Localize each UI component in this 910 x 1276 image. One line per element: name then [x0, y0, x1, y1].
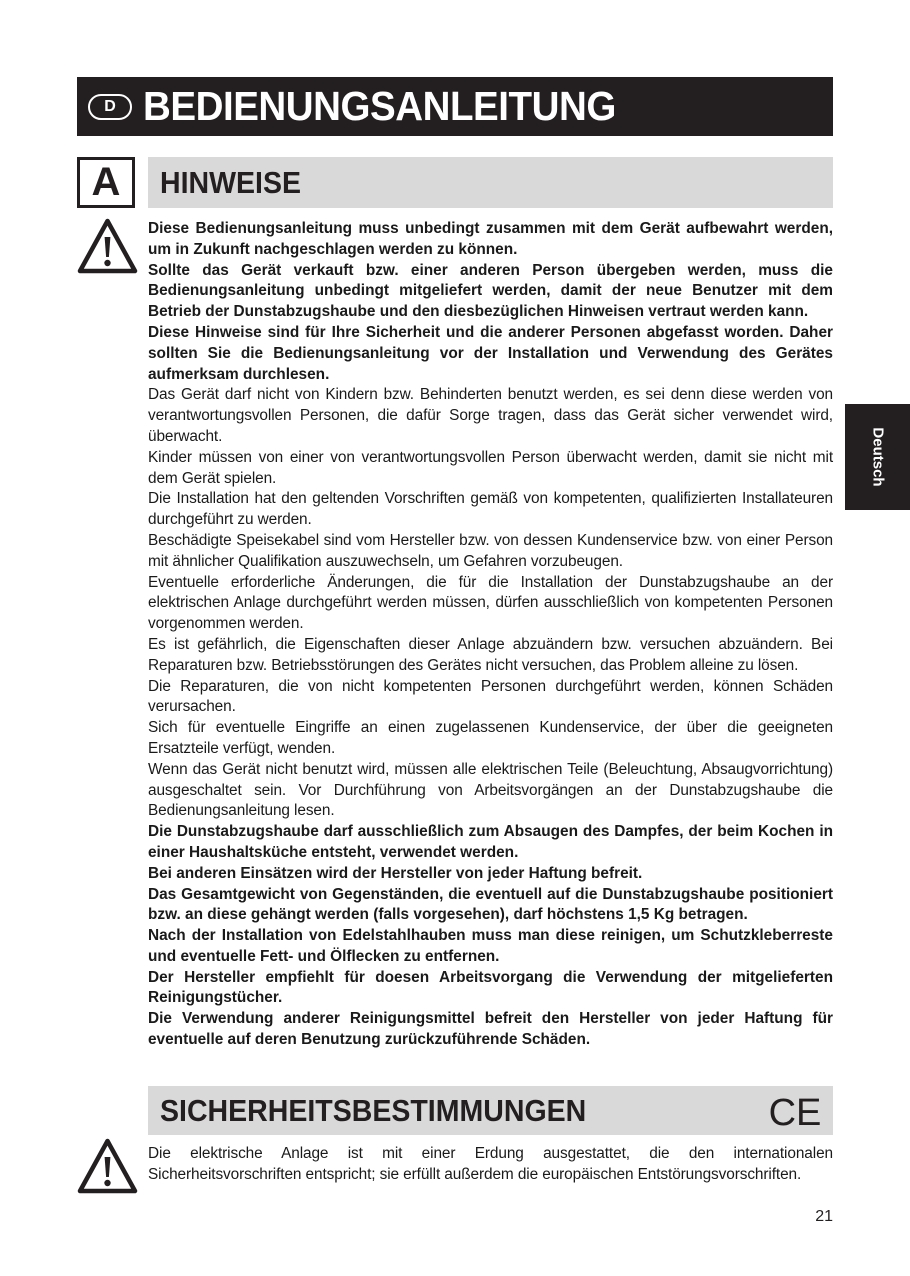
- hinweise-paragraph: Beschädigte Speisekabel sind vom Hersteller bzw. von dessen Kundenservice bzw. von einer Person mit ähnlicher Qualifikation auszuwechseln, um Gefahren vorzubeugen.: [148, 531, 833, 570]
- language-badge: D: [88, 94, 132, 120]
- hinweise-paragraph: Die Dunstabzugshaube darf ausschließlich zum Absaugen des Dampfes, der beim Kochen in einer Haushaltsküche entsteht, verwendet werden.: [148, 823, 833, 861]
- hinweise-paragraph: Die Verwendung anderer Reinigungsmittel befreit den Hersteller von jeder Haftung für eventuelle auf deren Benutzung zurückzuführende Schäden.: [148, 1010, 833, 1049]
- hinweise-heading: HINWEISE: [160, 164, 302, 200]
- sicherheit-heading: SICHERHEITSBESTIMMUNGEN: [160, 1092, 587, 1128]
- hinweise-paragraph: Es ist gefährlich, die Eigenschaften dieser Anlage abzuändern bzw. versuchen abzuändern. Bei Reparaturen bzw. Betriebsstörungen des Gerätes nicht versuchen, das Problem alleine zu lösen.: [148, 635, 833, 674]
- warning-icon: [77, 1138, 138, 1194]
- side-tab-label: Deutsch: [869, 427, 886, 487]
- page-title: BEDIENUNGSANLEITUNG: [143, 83, 616, 129]
- hinweise-paragraph: Nach der Installation von Edelstahlhauben muss man diese reinigen, um Schutzkleberreste und eventuelle Fett- und Ölflecken zu entfernen.: [148, 927, 833, 965]
- hinweise-paragraph: Diese Hinweise sind für Ihre Sicherheit und die anderer Personen abgefasst worden. Daher sollten Sie die Bedienungsanleitung vor der Installation und Verwendung des Gerätes aufmerksam durchlesen.: [148, 323, 833, 383]
- sicherheit-heading-bar: [148, 1086, 833, 1135]
- sicherheit-text-block: [148, 1144, 833, 1186]
- hinweise-heading-bar: [148, 157, 833, 208]
- sicherheit-paragraph: Die elektrische Anlage ist mit einer Erdung ausgestattet, die den internationalen Sicherheitsvorschriften entspricht; sie erfüllt außerdem die europäischen Entstörungsvorschriften.: [148, 1145, 833, 1183]
- hinweise-paragraph: Eventuelle erforderliche Änderungen, die für die Installation der Dunstabzugshaube an der elektrischen Anlage durchgeführt werden müssen, dürfen ausschließlich von kompetenten Personen vorgenommen werden.: [148, 573, 833, 633]
- hinweise-paragraph: Kinder müssen von einer von verantwortungsvollen Person überwacht werden, damit sie nicht mit dem Gerät spielen.: [148, 448, 833, 487]
- hinweise-paragraph: Der Hersteller empfiehlt für doesen Arbeitsvorgang die Verwendung der mitgelieferten Reinigungstücher.: [148, 968, 833, 1007]
- title-bar: [77, 77, 833, 136]
- hinweise-paragraph: Die Reparaturen, die von nicht kompetenten Personen durchgeführt werden, können Schäden verursachen.: [148, 677, 833, 716]
- ce-mark-icon: [767, 1092, 823, 1130]
- section-letter-badge: A: [77, 157, 135, 208]
- hinweise-paragraph: Wenn das Gerät nicht benutzt wird, müssen alle elektrischen Teile (Beleuchtung, Absaugvorrichtung) ausgeschaltet sein. Vor Durchführung von Arbeitsvorgängen an der Dunstabzugshaube die Bedienungsanleitung lesen.: [148, 760, 833, 820]
- hinweise-paragraph: Das Gesamtgewicht von Gegenständen, die eventuell auf die Dunstabzugshaube positioniert bzw. an diese gehängt werden (falls vorgesehen), darf höchstens 1,5 Kg betragen.: [148, 885, 833, 924]
- ce-mark-text: CE: [768, 1092, 822, 1130]
- hinweise-paragraph: Sollte das Gerät verkauft bzw. einer anderen Person übergeben werden, muss die Bedienungsanleitung unbedingt mitgeliefert werden, damit der neue Benutzer mit dem Betrieb der Dunstabzugshaube und den diesbezüglichen Hinweisen vertraut werden kann.: [148, 261, 833, 321]
- hinweise-paragraph: Diese Bedienungsanleitung muss unbedingt zusammen mit dem Gerät aufbewahrt werden, um in Zukunft nachgeschlagen werden zu können.: [148, 220, 833, 258]
- warning-icon: [77, 218, 138, 274]
- hinweise-paragraph: Das Gerät darf nicht von Kindern bzw. Behinderten benutzt werden, es sei denn diese werden von verantwortungsvollen Personen, die dafür Sorge tragen, dass das Gerät sicher verwendet wird, überwacht.: [148, 386, 833, 445]
- language-side-tab: [845, 404, 910, 510]
- hinweise-paragraph: Sich für eventuelle Eingriffe an einen zugelassenen Kundenservice, der über die geeigneten Ersatzteile verfügt, wenden.: [148, 719, 833, 757]
- hinweise-text: [148, 219, 833, 1051]
- hinweise-paragraph: Die Installation hat den geltenden Vorschriften gemäß von kompetenten, qualifizierten Installateuren durchgeführt zu werden.: [148, 490, 833, 529]
- page-number: 21: [815, 1208, 833, 1225]
- hinweise-paragraph: Bei anderen Einsätzen wird der Hersteller von jeder Haftung befreit.: [148, 864, 643, 882]
